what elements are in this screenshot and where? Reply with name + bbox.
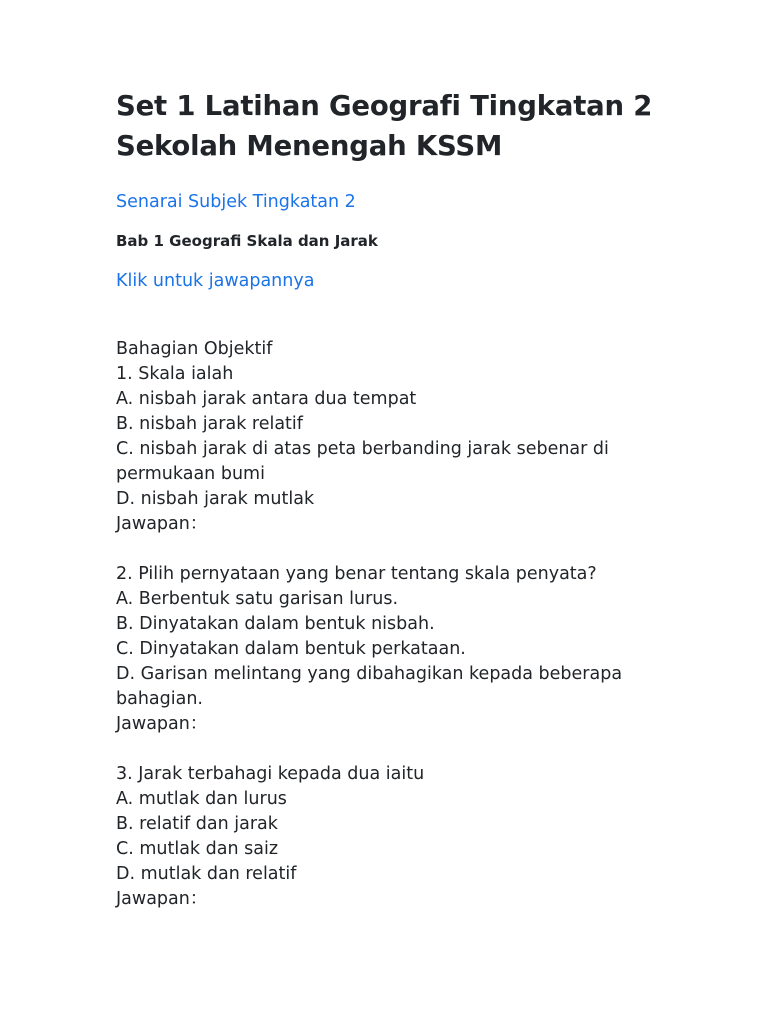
question-2-answer-label: Jawapan： xyxy=(116,714,208,734)
question-3-text: 3. Jarak terbahagi kepada dua iaitu xyxy=(116,764,425,784)
question-2-option-a: A. Berbentuk satu garisan lurus. xyxy=(116,589,399,609)
question-1-option-a: A. nisbah jarak antara dua tempat xyxy=(116,389,417,409)
question-2-option-b: B. Dinyatakan dalam bentuk nisbah. xyxy=(116,614,435,634)
question-1-answer-label: Jawapan： xyxy=(116,514,208,534)
question-3-option-d: D. mutlak dan relatif xyxy=(116,864,297,884)
question-3-option-c: C. mutlak dan saiz xyxy=(116,839,279,859)
question-2-option-c: C. Dinyatakan dalam bentuk perkataan. xyxy=(116,639,466,659)
question-1-option-c-line-2: permukaan bumi xyxy=(116,464,265,484)
page-title-line-2: Sekolah Menengah KSSM xyxy=(116,130,503,162)
question-2 xyxy=(116,562,652,737)
question-1-text: 1. Skala ialah xyxy=(116,364,234,384)
chapter-heading: Bab 1 Geografi Skala dan Jarak xyxy=(116,232,378,250)
question-2-option-d-line-2: bahagian. xyxy=(116,689,203,709)
subjects-list-link[interactable]: Senarai Subjek Tingkatan 2 xyxy=(116,192,356,212)
question-3 xyxy=(116,762,652,912)
question-1-option-b: B. nisbah jarak relatif xyxy=(116,414,303,434)
question-1-option-c-line-1: C. nisbah jarak di atas peta berbanding jarak sebenar di xyxy=(116,439,609,459)
question-1-option-d: D. nisbah jarak mutlak xyxy=(116,489,315,509)
answers-link[interactable]: Klik untuk jawapannya xyxy=(116,271,315,291)
section-heading: Bahagian Objektif xyxy=(116,339,273,359)
question-3-option-a: A. mutlak dan lurus xyxy=(116,789,287,809)
question-2-text: 2. Pilih pernyataan yang benar tentang skala penyata? xyxy=(116,564,597,584)
question-3-option-b: B. relatif dan jarak xyxy=(116,814,278,834)
question-3-answer-label: Jawapan： xyxy=(116,889,208,909)
question-2-option-d-line-1: D. Garisan melintang yang dibahagikan kepada beberapa xyxy=(116,664,623,684)
question-1 xyxy=(116,362,652,537)
page-title-line-1: Set 1 Latihan Geografi Tingkatan 2 xyxy=(116,90,653,122)
page-title xyxy=(116,86,652,166)
